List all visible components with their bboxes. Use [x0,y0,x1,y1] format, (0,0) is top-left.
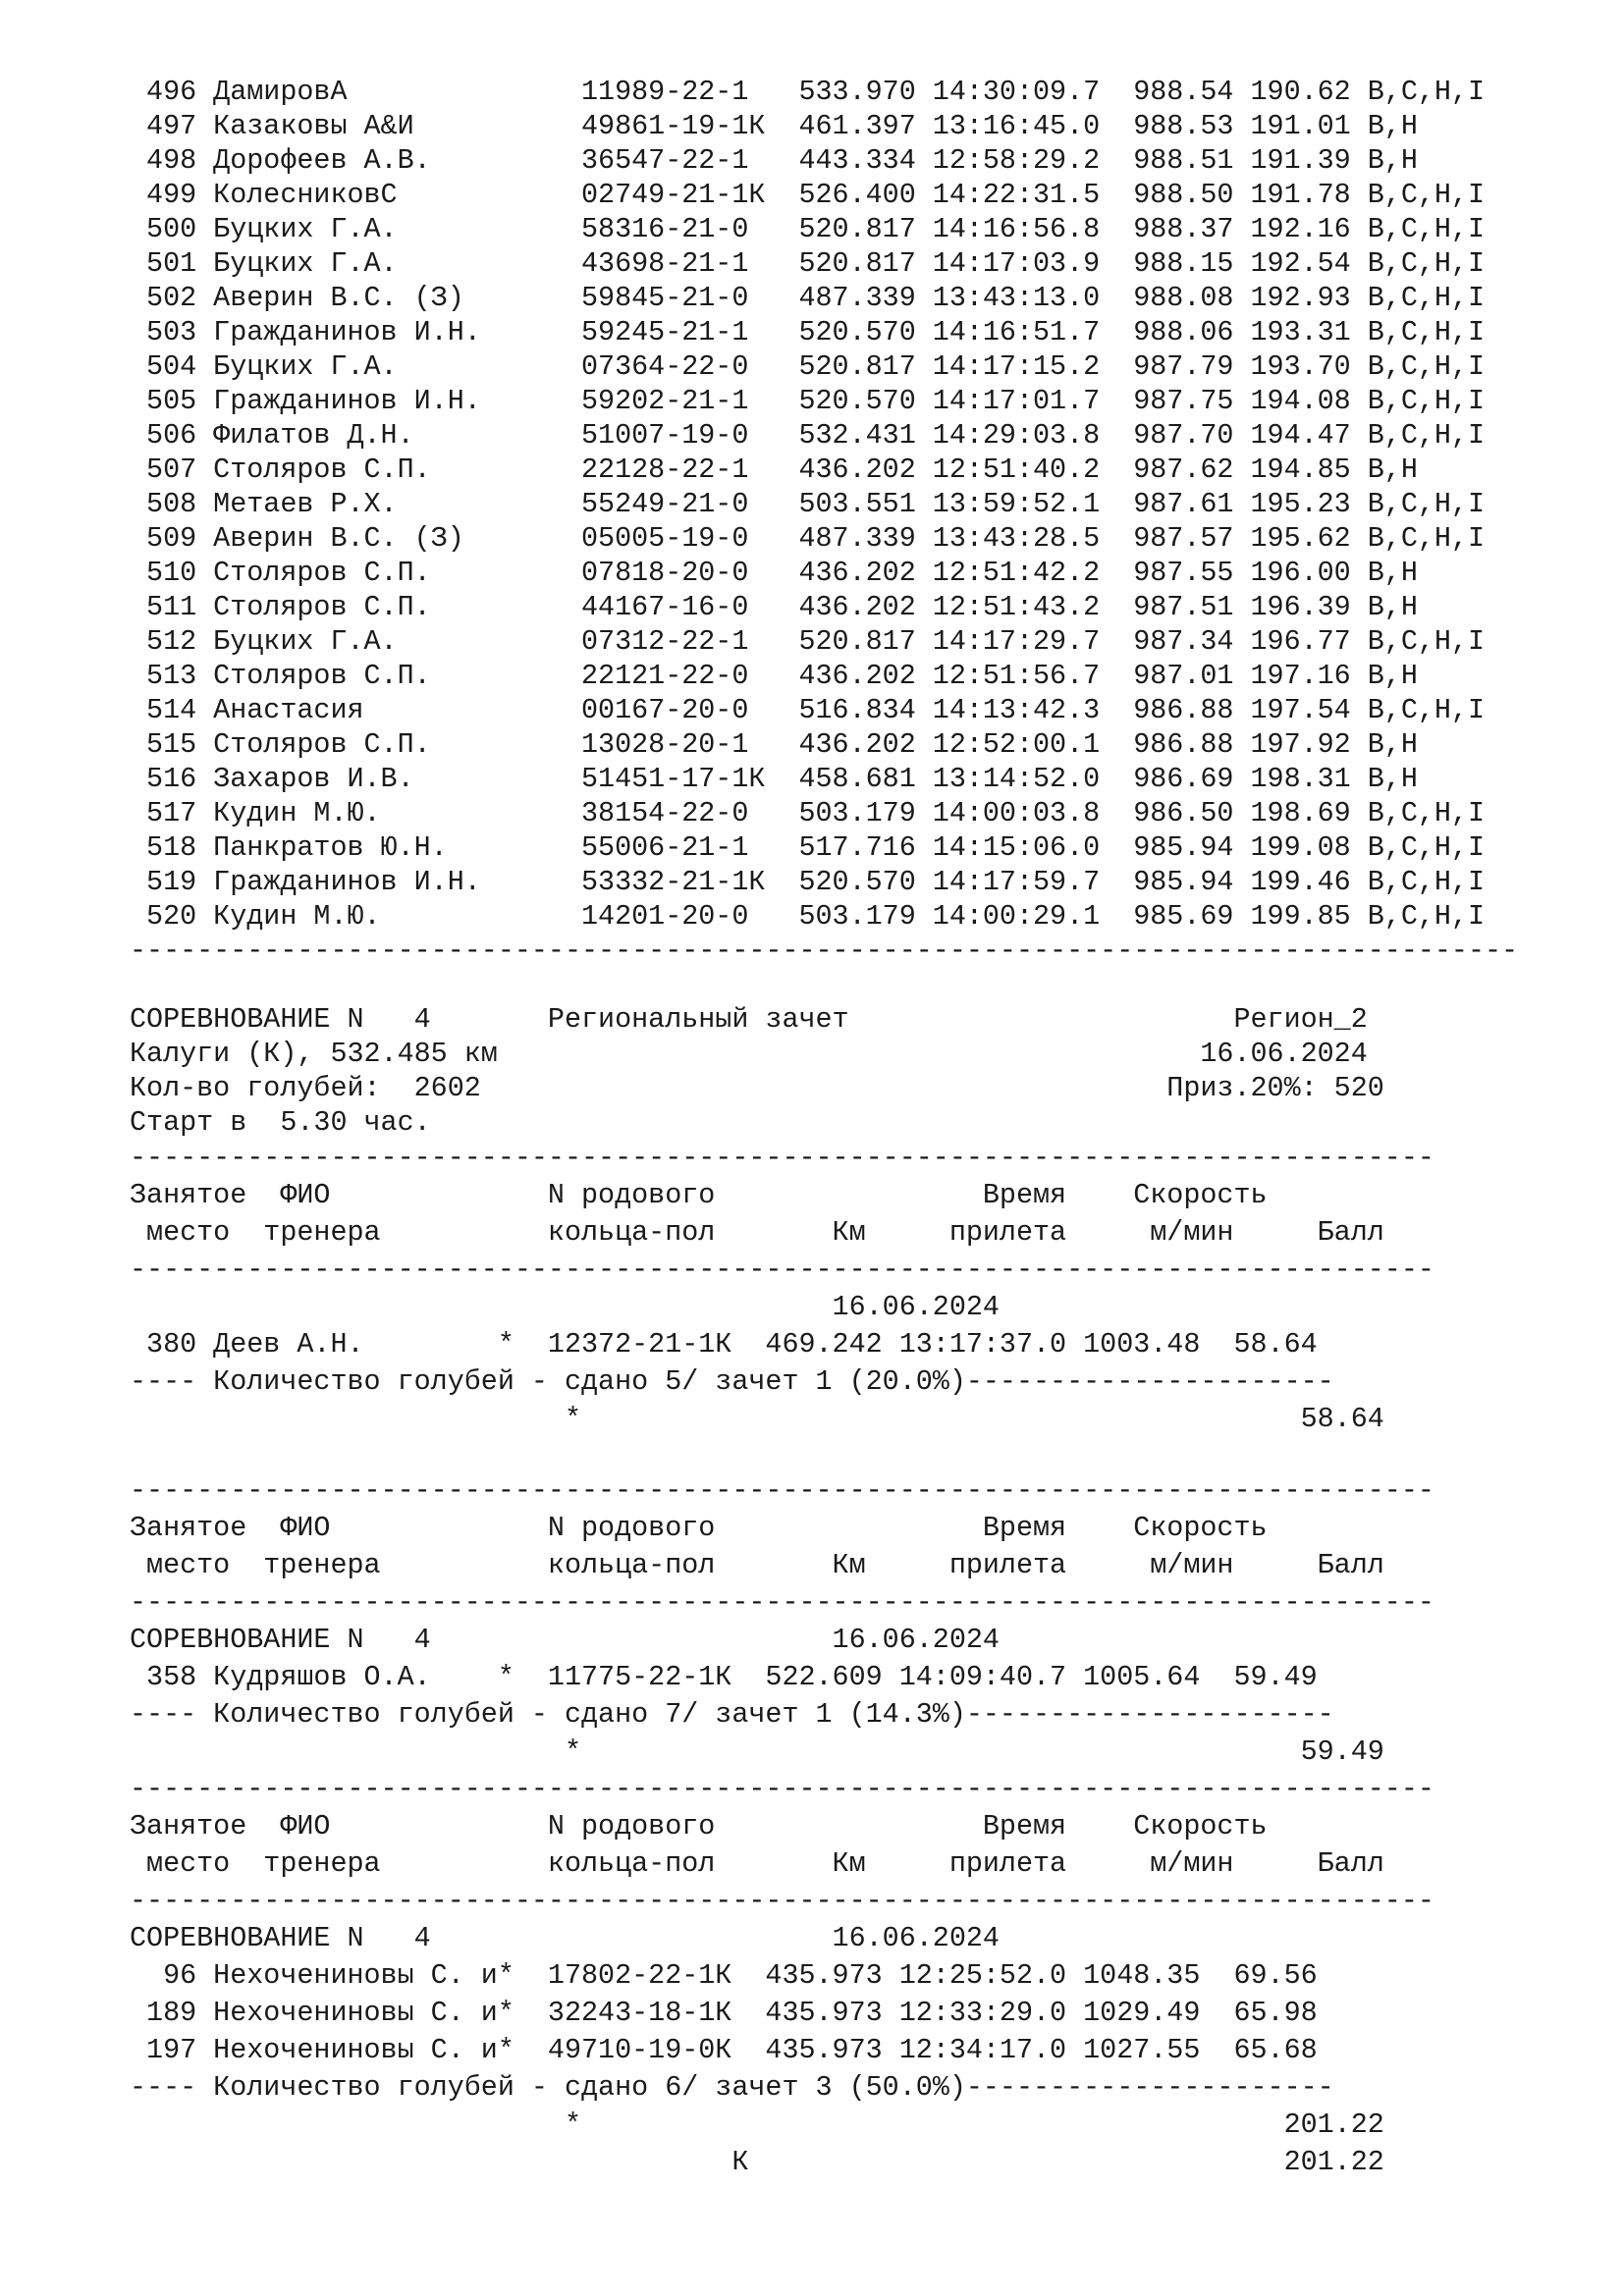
block-lead: СОРЕВНОВАНИЕ N 4 16.06.2024 [130,1624,1000,1656]
header-rule: ------------------------------------------------------------------------------ [130,1254,1435,1286]
report-header [130,1002,1602,1140]
result-row: 496 ДамировА 11989-22-1 533.970 14:30:09.7 988.54 190.62 B,C,H,I [130,76,1486,108]
block-count: ---- Количество голубей - сдано 5/ зачет 1 (20.0%)---------------------- [130,1365,1334,1398]
result-row: 499 КолесниковС 02749-21-1К 526.400 14:22:31.5 988.50 191.78 B,C,H,I [130,179,1486,211]
race-location: Калуги (К), 532.485 км 16.06.2024 [130,1038,1368,1070]
header-rule: ------------------------------------------------------------------------------ [130,1586,1435,1619]
club-block [130,1472,1602,1771]
block-total: * 201.22 [130,2109,1384,2141]
result-row: 513 Столяров С.П. 22121-22-0 436.202 12:51:56.7 987.01 197.16 B,H [130,660,1418,692]
column-header: место тренера кольца-пол Км прилета м/мин Балл [130,1549,1384,1581]
result-row: 508 Метаев Р.Х. 55249-21-0 503.551 13:59:52.1 987.61 195.23 B,C,H,I [130,488,1486,520]
header-rule: ------------------------------------------------------------------------------ [130,1885,1435,1917]
result-row: 518 Панкратов Ю.Н. 55006-21-1 517.716 14:15:06.0 985.94 199.08 B,C,H,I [130,831,1486,864]
result-row: 515 Столяров С.П. 13028-20-1 436.202 12:52:00.1 986.88 197.92 B,H [130,728,1418,761]
result-row: 519 Гражданинов И.Н. 53332-21-1К 520.570 14:17:59.7 985.94 199.46 B,C,H,I [130,866,1486,898]
result-row: 497 Казаковы А&И 49861-19-1К 461.397 13:16:45.0 988.53 191.01 B,H [130,110,1418,142]
result-row: 510 Столяров С.П. 07818-20-0 436.202 12:51:42.2 987.55 196.00 B,H [130,557,1418,589]
result-row: 502 Аверин В.С. (З) 59845-21-0 487.339 13:43:13.0 988.08 192.93 B,C,H,I [130,282,1486,314]
column-header: Занятое ФИО N родового Время Скорость [130,1810,1268,1842]
block-total: * 59.49 [130,1735,1384,1768]
block-lead: СОРЕВНОВАНИЕ N 4 16.06.2024 [130,1922,1000,1954]
result-row: 512 Буцких Г.А. 07312-22-1 520.817 14:17:29.7 987.34 196.77 B,C,H,I [130,625,1486,658]
result-row: 501 Буцких Г.А. 43698-21-1 520.817 14:17:03.9 988.15 192.54 B,C,H,I [130,247,1486,280]
previous-results-list [130,75,1602,934]
result-row: 511 Столяров С.П. 44167-16-0 436.202 12:51:43.2 987.51 196.39 B,H [130,591,1418,623]
header-rule: ------------------------------------------------------------------------------ [130,1142,1435,1174]
result-row: 504 Буцких Г.А. 07364-22-0 520.817 14:17:15.2 987.79 193.70 B,C,H,I [130,350,1486,383]
block-lead: 16.06.2024 [130,1291,1000,1323]
column-header: место тренера кольца-пол Км прилета м/мин Балл [130,1216,1384,1249]
block-total: * 58.64 [130,1403,1384,1435]
result-row: 498 Дорофеев А.В. 36547-22-1 443.334 12:58:29.2 988.51 191.39 B,H [130,144,1418,177]
results-document [130,75,1602,2181]
start-time: Старт в 5.30 час. [130,1106,431,1139]
column-header: Занятое ФИО N родового Время Скорость [130,1179,1268,1211]
competition-title: СОРЕВНОВАНИЕ N 4 Региональный зачет Регион_2 [130,1003,1368,1036]
result-row: 189 Нехочениновы С. и* 32243-18-1К 435.973 12:33:29.0 1029.49 65.98 [130,1997,1318,2029]
result-row: 520 Кудин М.Ю. 14201-20-0 503.179 14:00:29.1 985.69 199.85 B,C,H,I [130,900,1486,933]
header-rule: ------------------------------------------------------------------------------ [130,1474,1435,1507]
result-row: 505 Гражданинов И.Н. 59202-21-1 520.570 14:17:01.7 987.75 194.08 B,C,H,I [130,385,1486,417]
column-header: Занятое ФИО N родового Время Скорость [130,1512,1268,1544]
header-rule: ------------------------------------------------------------------------------ [130,1773,1435,1805]
result-row: 506 Филатов Д.Н. 51007-19-0 532.431 14:29:03.8 987.70 194.47 B,C,H,I [130,419,1486,452]
block-count: ---- Количество голубей - сдано 7/ зачет 1 (14.3%)---------------------- [130,1698,1334,1731]
section-divider: ----------------------------------------------------------------------------------- [130,934,1519,967]
result-row: 358 Кудряшов О.А. * 11775-22-1К 522.609 14:09:40.7 1005.64 59.49 [130,1661,1318,1693]
result-row: 514 Анастасия 00167-20-0 516.834 14:13:42.3 986.88 197.54 B,C,H,I [130,694,1486,726]
result-row: 380 Деев А.Н. * 12372-21-1К 469.242 13:17:37.0 1003.48 58.64 [130,1328,1318,1361]
result-row: 500 Буцких Г.А. 58316-21-0 520.817 14:16:56.8 988.37 192.16 B,C,H,I [130,213,1486,245]
result-row: 507 Столяров С.П. 22128-22-1 436.202 12:51:40.2 987.62 194.85 B,H [130,454,1418,486]
result-row: 503 Гражданинов И.Н. 59245-21-1 520.570 14:16:51.7 988.06 193.31 B,C,H,I [130,316,1486,348]
result-row: 197 Нехочениновы С. и* 49710-19-0К 435.973 12:34:17.0 1027.55 65.68 [130,2034,1318,2066]
result-row: 509 Аверин В.С. (З) 05005-19-0 487.339 13:43:28.5 987.57 195.62 B,C,H,I [130,522,1486,555]
club-block [130,1771,1602,2181]
result-row: 517 Кудин М.Ю. 38154-22-0 503.179 14:00:03.8 986.50 198.69 B,C,H,I [130,797,1486,829]
result-row: 516 Захаров И.В. 51451-17-1К 458.681 13:14:52.0 986.69 198.31 B,H [130,763,1418,795]
block-count: ---- Количество голубей - сдано 6/ зачет 3 (50.0%)---------------------- [130,2071,1334,2104]
column-header: место тренера кольца-пол Км прилета м/мин Балл [130,1847,1384,1880]
result-row: 96 Нехочениновы С. и* 17802-22-1К 435.973 12:25:52.0 1048.35 69.56 [130,1959,1318,1992]
club-block [130,1140,1602,1438]
block-footer: К 201.22 [130,2146,1384,2178]
pigeon-count: Кол-во голубей: 2602 Приз.20%: 520 [130,1072,1384,1104]
